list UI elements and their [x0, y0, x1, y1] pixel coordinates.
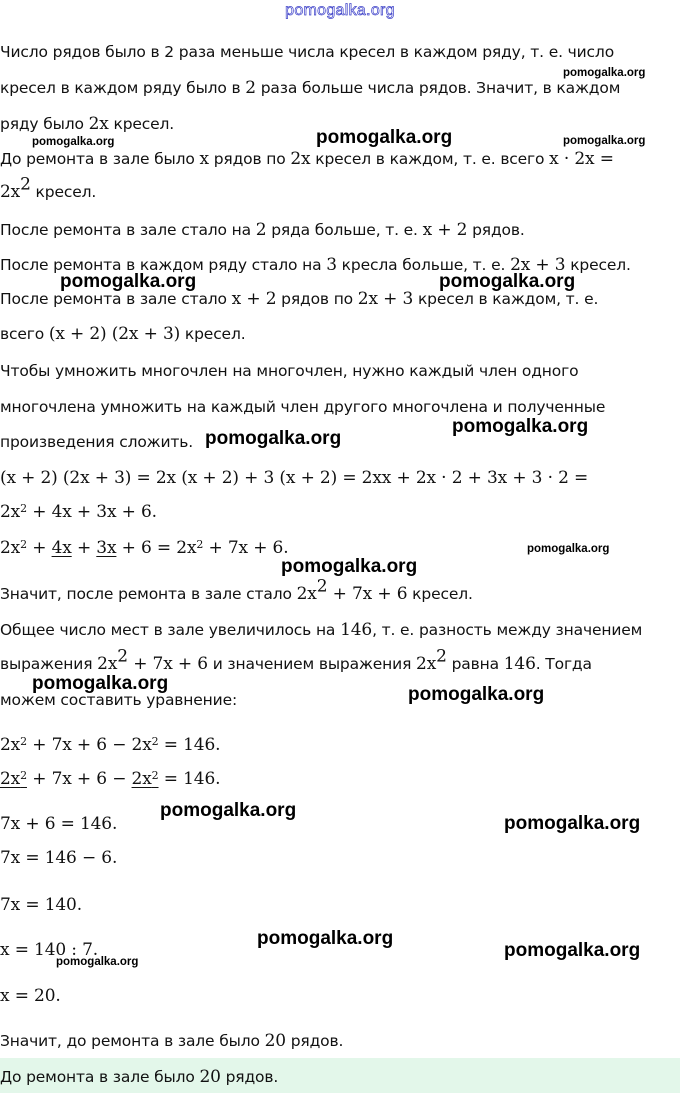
equation-line: $2x^2 + 7x + 6 - 2x^2 = 146$. [0, 735, 221, 755]
text-line: выражения $2x^2 + 7x + 6$ и значением выражения $2x^2$ равна 146. Тогда [0, 646, 592, 674]
answer-text: До ремонта в зале было 20 рядов. [0, 1067, 279, 1087]
equation-line: 7x = 140. [0, 895, 82, 915]
watermark: pomogalka.org [439, 271, 576, 292]
watermark: pomogalka.org [32, 673, 169, 694]
equation-line: (x + 2) (2x + 3) = 2x (x + 2) + 3 (x + 2) = 2xx + 2x · 2 + 3x + 3 · 2 = [0, 468, 589, 488]
text-line: Значит, после ремонта в зале стало $2x^2 + 7x + 6$ кресел. [0, 576, 473, 604]
watermark: pomogalka.org [408, 684, 545, 705]
text-line: $2x^2$ кресел. [0, 174, 97, 202]
text-line: После ремонта в зале стало на 2 ряда больше, т. е. x + 2 рядов. [0, 220, 525, 240]
text-line: произведения сложить. [0, 433, 194, 451]
text-line: Число рядов было в 2 раза меньше числа кресел в каждом ряду, т. е. число [0, 43, 615, 61]
equation-line: 7x + 6 = 146. [0, 814, 118, 834]
watermark: pomogalka.org [316, 127, 453, 148]
equation-line: $2x^2 + 4x + 3x + 6 = 2x^2 + 7x + 6$. [0, 538, 289, 558]
text-line: Общее число мест в зале увеличилось на 146, т. е. разность между значением [0, 620, 643, 640]
text-line: До ремонта в зале было x рядов по 2x кресел в каждом, т. е. всего x · 2x = [0, 149, 614, 169]
watermark: pomogalka.org [452, 416, 589, 437]
text-line: ряду было 2x кресел. [0, 114, 175, 134]
text-line: многочлена умножить на каждый член другого многочлена и полученные [0, 398, 606, 416]
text-line: Чтобы умножить многочлен на многочлен, нужно каждый член одного [0, 362, 579, 380]
text-line: После ремонта в зале стало x + 2 рядов по 2x + 3 кресел в каждом, т. е. [0, 289, 599, 309]
watermark: pomogalka.org [257, 928, 394, 949]
equation-line: x = 20. [0, 986, 61, 1006]
watermark: pomogalka.org [205, 428, 342, 449]
watermark: pomogalka.org [527, 543, 610, 555]
text-line: можем составить уравнение: [0, 691, 238, 709]
text-line: всего (x + 2) (2x + 3) кресел. [0, 324, 246, 344]
equation-line: $2x^2 + 4x + 3x + 6$. [0, 502, 157, 522]
watermark: pomogalka.org [504, 940, 641, 961]
watermark: pomogalka.org [504, 813, 641, 834]
watermark: pomogalka.org [160, 800, 297, 821]
text-line: кресел в каждом ряду было в 2 раза больше числа рядов. Значит, в каждом [0, 78, 621, 98]
text-line: После ремонта в каждом ряду стало на 3 кресла больше, т. е. 2x + 3 кресел. [0, 255, 631, 275]
watermark: pomogalka.org [563, 135, 646, 147]
watermark: pomogalka.org [60, 271, 197, 292]
watermark: pomogalka.org [281, 556, 418, 577]
answer-box [0, 1058, 680, 1093]
watermark: pomogalka.org [563, 67, 646, 79]
watermark: pomogalka.org [32, 136, 115, 148]
watermark: pomogalka.org [56, 956, 139, 968]
equation-line: 7x = 146 − 6. [0, 848, 118, 868]
equation-line: $2x^2 + 7x + 6 - 2x^2 = 146$. [0, 769, 221, 789]
equation-line: x = 140 : 7. [0, 940, 99, 960]
site-watermark-top: pomogalka.org [285, 2, 395, 19]
text-line: Значит, до ремонта в зале было 20 рядов. [0, 1031, 344, 1051]
